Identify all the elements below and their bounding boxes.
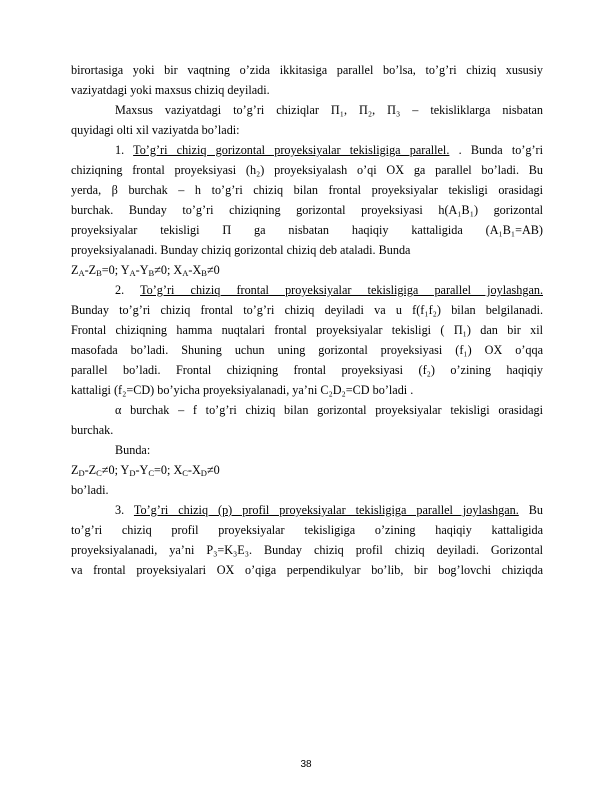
text-line: va frontal proyeksiyalari OX o’qiga perpendikulyar bo’lib, bir bog’lovchi chiziqda: [71, 563, 543, 577]
text-line: Bunday to’g’ri chiziq frontal to’g’ri chiziq deyiladi va u f(f₁f₂) bilan belgilanadi.: [71, 303, 543, 317]
text-line: burchak. Bunday to’g’ri chiziqning gorizontal proyeksiyasi h(A₁B₁) gorizontal: [71, 203, 543, 217]
section-title: To’g’ri chiziq gorizontal proyeksiyalar tekisligiga parallel.: [133, 143, 450, 157]
text-line: bo’ladi.: [71, 483, 109, 497]
text-line: chiziqning frontal proyeksiyasi (h₂) proyeksiyalash o’qi OX ga parallel bo’ladi. Bu: [71, 163, 543, 177]
text-line: proyeksiyalanadi. Bunday chiziq gorizontal chiziq deb ataladi. Bunda: [71, 243, 411, 257]
text-line: birortasiga yoki bir vaqtning o’zida ikkitasiga parallel bo’lsa, to’g’ri chiziq xususiy: [71, 63, 543, 77]
section-title: To’g’ri chiziq frontal proyeksiyalar tekisligiga parallel joylashgan.: [140, 283, 543, 297]
text-line: yerda, β burchak – h to’g’ri chiziq bilan frontal proyeksiyalar tekisligi orasidagi: [71, 183, 543, 197]
text-line: α burchak – f to’g’ri chiziq bilan gorizontal proyeksiyalar tekisligi orasidagi: [115, 403, 543, 417]
text-line: vaziyatdagi yoki maxsus chiziq deyiladi.: [71, 83, 270, 97]
text-line: parallel bo’ladi. Frontal chiziqning frontal proyeksiyasi (f₂) o’zining haqiqiy: [71, 363, 543, 377]
section-1-heading: [71, 140, 543, 160]
section-number: 2.: [115, 283, 141, 297]
text-line: Frontal chiziqning hamma nuqtalari frontal proyeksiyalar tekisligi ( Π₁) dan bir xil: [71, 323, 543, 337]
section-number: 3.: [115, 503, 134, 517]
section-3-heading: [71, 500, 543, 520]
text-line: burchak.: [71, 423, 114, 437]
text-line: proyeksiyalar tekisligi Π ga nisbatan haqiqiy kattaligida (A₁B₁=AB): [71, 223, 543, 237]
text-line: masofada bo’ladi. Shuning uchun uning gorizontal proyeksiyasi (f₁) OX o’qqa: [71, 343, 543, 357]
section-2-heading: [71, 280, 543, 300]
text-line: quyidagi olti xil vaziyatda bo’ladi:: [71, 123, 240, 137]
section-number: 1.: [115, 143, 134, 157]
text-fragment: Bu: [518, 503, 543, 517]
text-line: Bunda:: [115, 443, 151, 457]
page-number: 38: [300, 759, 312, 770]
formula-line: $Z_A-Z_B=0$; $Y_A-Y_B\ne 0$; $X_A-X_B\ne 0$: [71, 263, 220, 278]
section-title: To’g’ri chiziq (p) profil proyeksiyalar tekisligiga parallel joylashgan.: [133, 503, 519, 517]
text-line: kattaligi (f₂=CD) bo’yicha proyeksiyalanadi, ya’ni C₂D₂=CD bo’ladi .: [71, 383, 414, 397]
formula-line: $Z_D-Z_C\ne 0$; $Y_D-Y_C=0$; $X_C-X_D\ne 0$: [71, 463, 220, 478]
text-line: to’g’ri chiziq profil proyeksiyalar tekisligiga o’zining haqiqiy kattaligida: [71, 523, 543, 537]
text-line: Maxsus vaziyatdagi to’g’ri chiziqlar Π₁, Π₂, Π₃ – tekisliklarga nisbatan: [115, 103, 543, 117]
text-line: proyeksiyalanadi, ya’ni P₃=K₃E₃. Bunday chiziq profil chiziq deyiladi. Gorizontal: [71, 543, 543, 557]
text-fragment: . Bunda to’g’ri: [449, 143, 543, 157]
